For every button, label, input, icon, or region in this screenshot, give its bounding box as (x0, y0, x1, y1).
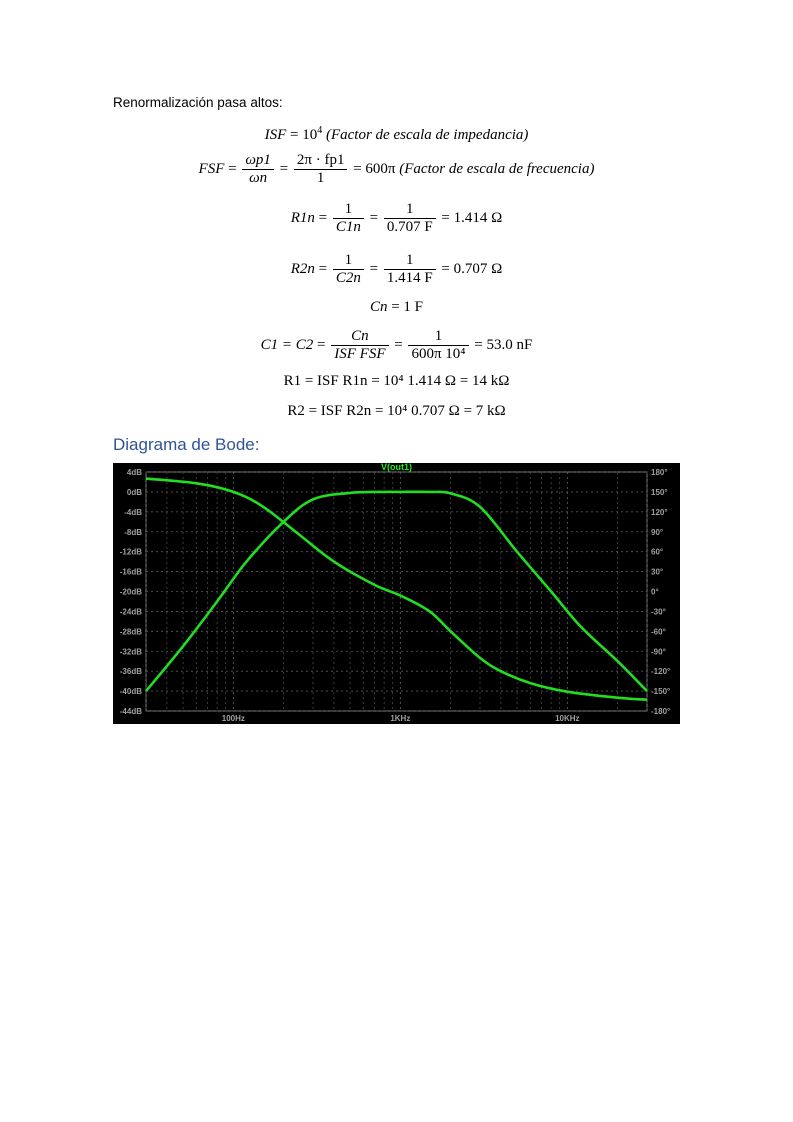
y-tick-left: -16dB (119, 567, 142, 577)
y-tick-left: -20dB (119, 587, 142, 597)
r1n-frac1-num: 1 (333, 201, 364, 219)
section-title: Diagrama de Bode: (113, 435, 260, 454)
y-tick-left: -36dB (119, 667, 142, 677)
y-tick-right: 150° (651, 487, 668, 497)
chart-title: V(out1) (381, 463, 412, 472)
y-tick-left: -4dB (124, 507, 142, 517)
y-tick-right: 180° (651, 468, 668, 477)
r1n-frac2 (384, 201, 436, 236)
eq-cn (0, 299, 793, 316)
isf-eq: = (290, 127, 299, 143)
y-tick-right: -30° (651, 607, 666, 617)
fsf-frac1 (242, 152, 274, 187)
y-tick-right: -180° (651, 707, 671, 716)
c12-result: = 53.0 nF (474, 336, 533, 353)
y-tick-left: 4dB (126, 468, 142, 477)
r2n-lhs: R2n (290, 260, 315, 277)
bode-svg (113, 463, 680, 724)
c12-frac1-den: ISF FSF (334, 346, 386, 362)
y-tick-left: -44dB (119, 707, 142, 716)
fsf-note: (Factor de escala de frecuencia) (399, 160, 595, 177)
fsf-frac2 (294, 152, 348, 187)
y-tick-right: 30° (651, 567, 664, 577)
r2n-frac1-den: C2n (335, 270, 361, 286)
fsf-result: = 600π (353, 160, 396, 177)
c12-frac1-num: Cn (331, 328, 388, 346)
r2n-frac2-num: 1 (384, 252, 436, 270)
fsf-frac1-den: ωn (249, 170, 268, 186)
r1n-frac1 (333, 201, 364, 236)
y-tick-left: -28dB (119, 627, 142, 637)
bode-plot (113, 463, 680, 724)
eq-r2n: R2n = $\frac{1}{C2n}$ = $\frac{1}{1.414 F}$ = 0.707 Ω (290, 252, 503, 286)
r2n-frac2-den: 1.414 F (386, 270, 433, 286)
r1n-result: = 1.414 Ω (441, 209, 503, 226)
y-tick-right: -60° (651, 627, 666, 637)
x-tick: 10KHz (555, 714, 580, 723)
y-tick-right: 90° (651, 527, 664, 537)
y-tick-left: -24dB (119, 607, 142, 617)
eq-r1 (0, 373, 793, 390)
r1-text: R1 = ISF R1n = 10⁴ 1.414 Ω = 14 kΩ (283, 373, 510, 389)
y-tick-right: 60° (651, 547, 664, 557)
eq-r2 (0, 403, 793, 420)
eq-c12: C1 = C2 = $\frac{Cn}{\text{ISF FSF}}$ = $\frac{1}{\text{600π 10⁴}}$ = 53.0 nF (260, 328, 533, 362)
c12-lhs: C1 = C2 (260, 336, 314, 353)
isf-note: (Factor de escala de impedancia) (325, 127, 529, 143)
eq-fsf: FSF = $\frac{\omega p1}{\omega n}$ = $\frac{2\pi \cdot fp1}{1}$ = 600π (Factor de escala de frecuencia) (198, 152, 595, 186)
r1n-lhs: R1n (290, 209, 315, 226)
r1n-frac2-den: 0.707 F (386, 219, 433, 235)
y-tick-right: -150° (651, 687, 671, 697)
x-tick: 1KHz (390, 714, 411, 723)
r2-text: R2 = ISF R2n = 10⁴ 0.707 Ω = 7 kΩ (287, 403, 506, 419)
isf-base: 10 (302, 127, 318, 143)
r2n-frac1 (333, 252, 364, 287)
fsf-frac2-den: 1 (316, 170, 325, 186)
c12-frac1 (331, 328, 388, 363)
y-tick-left: 0dB (126, 487, 142, 497)
x-tick: 100Hz (221, 714, 245, 723)
y-tick-left: -8dB (124, 527, 142, 537)
fsf-lhs: FSF (198, 160, 225, 177)
intro-text: Renormalización pasa altos: (113, 95, 283, 110)
y-tick-left: -32dB (119, 647, 142, 657)
y-tick-left: -12dB (119, 547, 142, 557)
eq-isf (0, 125, 793, 144)
fsf-frac2-num: 2π · fp1 (294, 152, 348, 170)
isf-lhs: ISF (264, 127, 287, 143)
cn-lhs: Cn (369, 299, 388, 315)
r2n-result: = 0.707 Ω (441, 260, 503, 277)
y-tick-right: 120° (651, 507, 668, 517)
cn-result: = 1 F (391, 299, 424, 315)
r1n-frac1-den: C1n (335, 219, 361, 235)
y-tick-right: 0° (651, 587, 659, 597)
c12-frac2-den: 600π 10⁴ (411, 346, 466, 362)
r2n-frac1-num: 1 (333, 252, 364, 270)
fsf-frac1-num: ωp1 (242, 152, 274, 170)
r2n-frac2 (384, 252, 436, 287)
y-tick-left: -40dB (119, 687, 142, 697)
y-tick-right: -90° (651, 647, 666, 657)
isf-exp: 4 (317, 125, 323, 136)
y-tick-right: -120° (651, 667, 671, 677)
eq-r1n: R1n = $\frac{1}{C1n}$ = $\frac{1}{0.707 F}$ = 1.414 Ω (290, 201, 503, 235)
c12-frac2-num: 1 (408, 328, 468, 346)
c12-frac2 (408, 328, 468, 363)
r1n-frac2-num: 1 (384, 201, 436, 219)
